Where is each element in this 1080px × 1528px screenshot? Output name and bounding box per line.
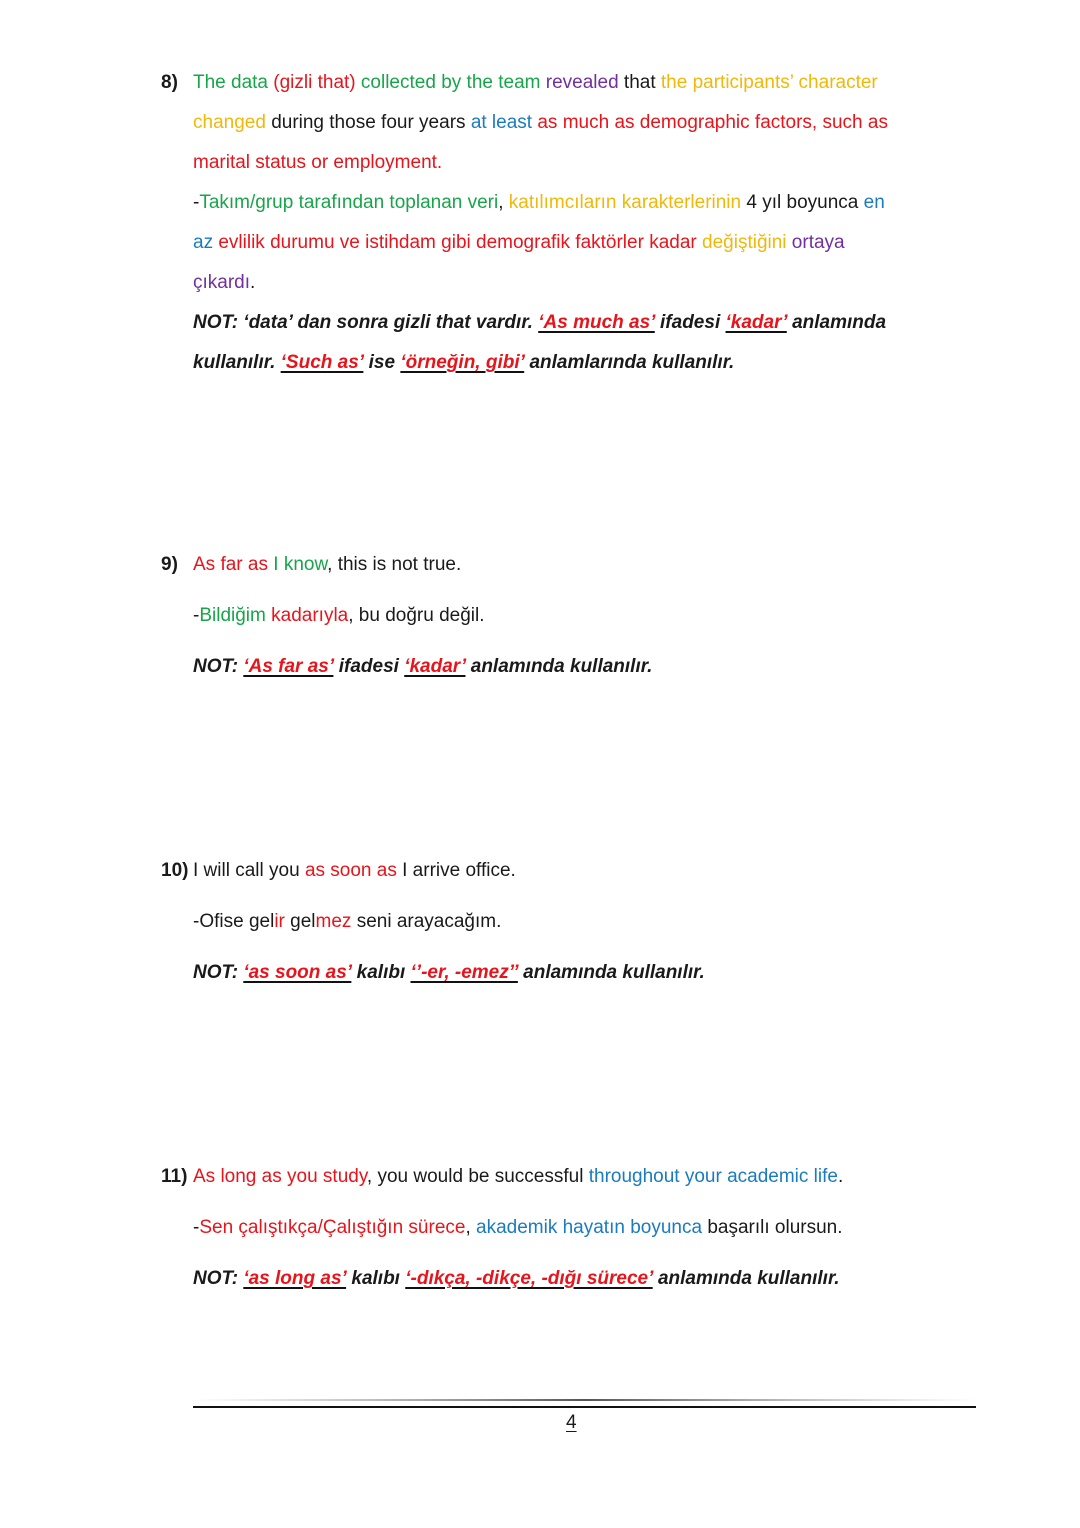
grammar-note: NOT: ‘As far as’ ifadesi ‘kadar’ anlamında kullanılır. — [193, 656, 653, 677]
english-sentence: I will call you as soon as I arrive office. — [193, 860, 516, 881]
footer-divider — [193, 1397, 976, 1409]
grammar-note: NOT: ‘as soon as’ kalıbı ‘’-er, -emez’’ anlamında kullanılır. — [193, 962, 705, 983]
english-sentence: As long as you study, you would be successful throughout your academic life. — [193, 1166, 844, 1187]
page-number: 4 — [566, 1412, 577, 1433]
item-number: 10) — [161, 860, 189, 881]
turkish-translation-line-2: az evlilik durumu ve istihdam gibi demografik faktörler kadar değiştiğini ortaya — [193, 232, 845, 253]
item-number: 9) — [161, 554, 178, 575]
grammar-note: NOT: ‘as long as’ kalıbı ‘-dıkça, -dikçe, -dığı sürece’ anlamında kullanılır. — [193, 1268, 840, 1289]
grammar-note-line-2: kullanılır. ‘Such as’ ise ‘örneğin, gibi’ anlamlarında kullanılır. — [193, 352, 735, 373]
turkish-translation-line-1: -Takım/grup tarafından toplanan veri, katılımcıların karakterlerinin 4 yıl boyunca en — [193, 192, 885, 213]
english-sentence-line-1: The data (gizli that) collected by the team revealed that the participants’ character — [193, 72, 878, 93]
item-number: 8) — [161, 72, 178, 93]
english-sentence-line-3: marital status or employment. — [193, 152, 443, 173]
grammar-note-line-1: NOT: ‘data’ dan sonra gizli that vardır. ‘As much as’ ifadesi ‘kadar’ anlamında — [193, 312, 887, 333]
turkish-translation-line-3: çıkardı. — [193, 272, 256, 293]
turkish-translation: -Ofise gelir gelmez seni arayacağım. — [193, 911, 502, 932]
turkish-translation: -Bildiğim kadarıyla, bu doğru değil. — [193, 605, 485, 626]
turkish-translation: -Sen çalıştıkça/Çalıştığın sürece, akademik hayatın boyunca başarılı olursun. — [193, 1217, 843, 1238]
english-sentence-line-2: changed during those four years at least as much as demographic factors, such as — [193, 112, 888, 133]
english-sentence: As far as I know, this is not true. — [193, 554, 462, 575]
item-number: 11) — [161, 1166, 188, 1187]
